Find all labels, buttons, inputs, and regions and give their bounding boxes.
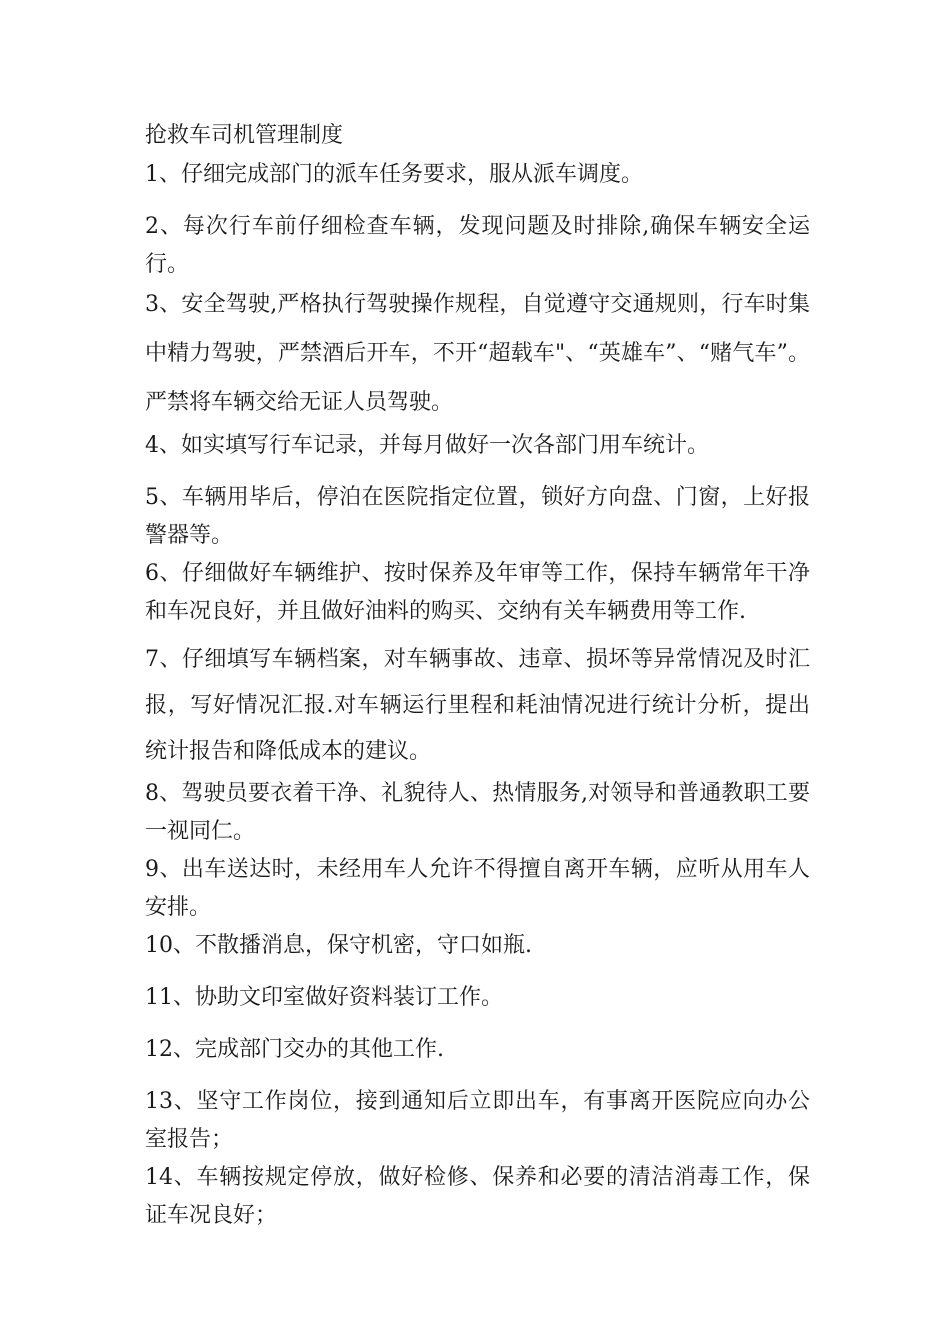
rule-item-13: 13、坚守工作岗位，接到通知后立即出车，有事离开医院应向办公室报告；	[145, 1089, 810, 1152]
rule-item-3: 3、安全驾驶,严格执行驾驶操作规程，自觉遵守交通规则，行车时集中精力驾驶，严禁酒后开车，不开“超载车"、“英雄车”、“赌气车”。严禁将车辆交给无证人员驾驶。	[145, 292, 810, 415]
rule-item-4: 4、如实填写行车记录，并每月做好一次各部门用车统计。	[145, 433, 709, 458]
rule-item-5: 5、车辆用毕后，停泊在医院指定位置，锁好方向盘、门窗，上好报警器等。	[145, 485, 810, 548]
rule-item-14: 14、车辆按规定停放，做好检修、保养和必要的清洁消毒工作，保证车况良好；	[145, 1165, 810, 1228]
rule-item-9: 9、出车送达时，未经用车人允许不得擅自离开车辆，应听从用车人安排。	[145, 857, 810, 920]
rule-item-11: 11、协助文印室做好资料装订工作。	[145, 985, 503, 1010]
document-page	[145, 118, 810, 1235]
rule-item-10: 10、不散播消息，保守机密，守口如瓶.	[145, 933, 532, 958]
rule-item-12: 12、完成部门交办的其他工作.	[145, 1037, 444, 1062]
rule-item-8: 8、驾驶员要衣着干净、礼貌待人、热情服务,对领导和普通教职工要一视同仁。	[145, 781, 810, 844]
rule-item-1: 1、仔细完成部门的派车任务要求，服从派车调度。	[145, 162, 643, 187]
document-title: 抢救车司机管理制度	[145, 123, 344, 148]
rule-item-2: 2、每次行车前仔细检查车辆，发现问题及时排除,确保车辆安全运行。	[145, 214, 810, 277]
rule-item-7: 7、仔细填写车辆档案，对车辆事故、违章、损坏等异常情况及时汇报，写好情况汇报.对车辆运行里程和耗油情况进行统计分析，提出统计报告和降低成本的建议。	[145, 647, 810, 764]
rule-item-6: 6、仔细做好车辆维护、按时保养及年审等工作，保持车辆常年干净和车况良好，并且做好油料的购买、交纳有关车辆费用等工作.	[145, 561, 810, 624]
